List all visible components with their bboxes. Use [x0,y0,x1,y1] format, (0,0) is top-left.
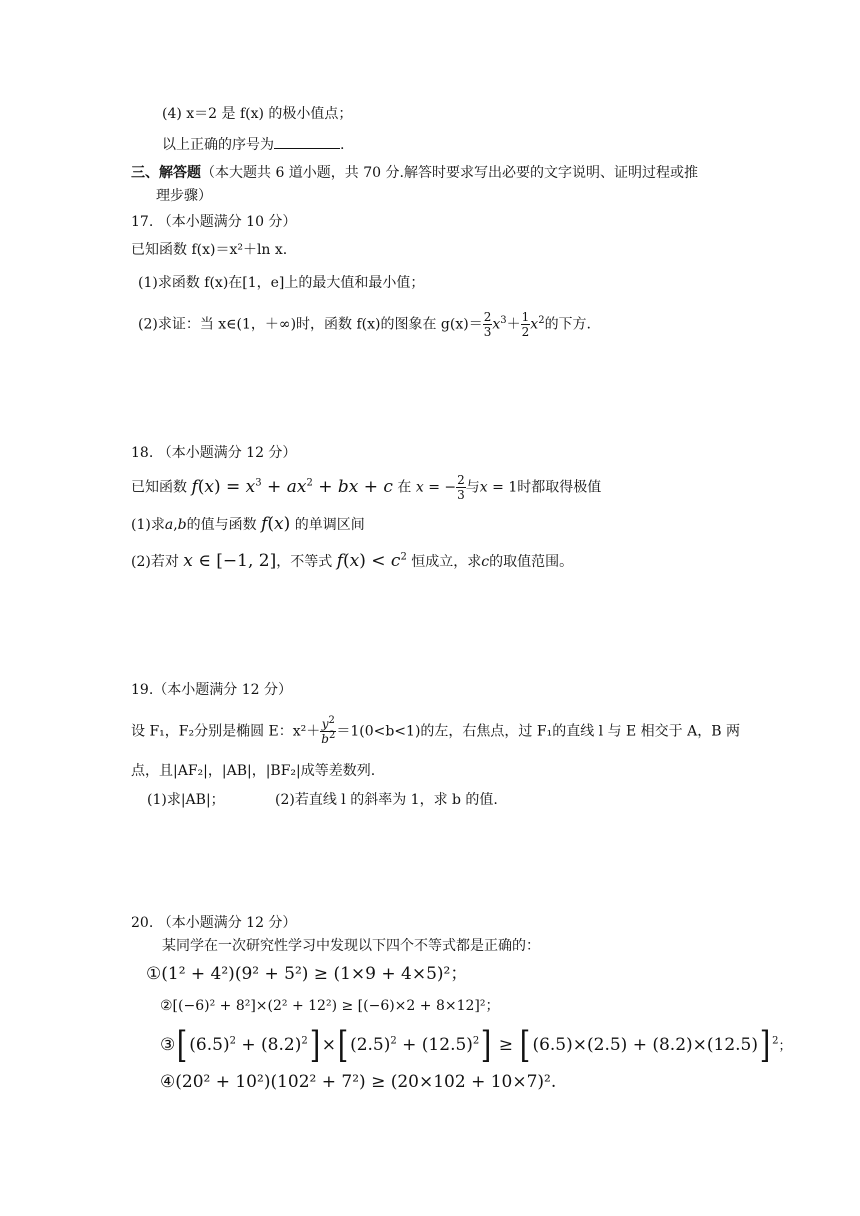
fraction-2-3: $\frac{2}{3}$ [483,310,492,339]
q17-part1: (1)求函数 f(x)在[1，e]上的最大值和最小值； [138,275,425,291]
answer-end: . [340,137,345,153]
q20-formula-3: ③[ $(6.5)^2 + (8.2)^2$] ×[ $(2.5)^2 + (12.5)^2$] ≥ [ (6.5)×(2.5) + (8.2)×(12.5)] $^2$； [160,1024,792,1066]
q18-part2-a: (2)若对 [131,554,179,570]
q18-part1-b: 的值与函数 [186,517,257,533]
q19-part2: (2)若直线 l 的斜率为 1，求 b 的值. [275,792,498,808]
q20-head: 20. （本小题满分 12 分） [131,915,297,931]
q20-formula-2: ②[(−6)² + 8²]×(2² + 12²) ≥ [(−6)×2 + 8×12]²； [160,998,500,1014]
q18-part2-c: 恒成立，求 [411,554,482,570]
q18-part1-a: (1)求 [131,517,165,533]
q18-head: 18. （本小题满分 12 分） [131,445,297,461]
q18-stem-b: 在 [397,479,412,496]
answer-prompt [162,134,344,155]
q19-stem2: 点，且|AF₂|，|AB|，|BF₂|成等差数列. [131,763,376,779]
q20-formula-4: ④(20² + 10²)(102² + 7²) ≥ (20×102 + 10×7)². [160,1072,557,1092]
section-title: 三、解答题 [131,165,201,181]
q17-part2-b: 的下方. [544,316,592,333]
fraction-1-2: $\frac{1}{2}$ [521,310,530,339]
q18-stem-d: 时都取得极值 [517,479,602,496]
q17-head: 17. （本小题满分 10 分） [131,214,297,230]
q19-head: 19.（本小题满分 12 分） [131,682,292,698]
q18-part2-d: 的取值范围。 [489,554,574,570]
q18-part1-c: 的单调区间 [294,517,365,533]
answer-prompt-text: 以上正确的序号为 [162,137,274,153]
q18-stem-c: 与 [465,479,480,496]
q19-stem-a: 设 F₁，F₂分别是椭圆 E：x²＋ [131,723,321,740]
q17-part2-a: (2)求证：当 x∈(1，＋∞)时，函数 f(x)的图象在 g(x)＝ [138,316,483,333]
section-header [131,163,698,183]
q18-stem-a: 已知函数 [131,479,187,496]
q20-stem: 某同学在一次研究性学习中发现以下四个不等式都是正确的： [162,938,540,954]
q19-stem-b: ＝1(0<b<1)的左，右焦点，过 F₁的直线 l 与 E 相交于 A，B 两 [336,723,740,740]
fraction-2-3-q18: $\frac{2}{3}$ [457,473,465,502]
q18-stem: 已知函数 $f(x) = x^3 + ax^2$ + bx + c 在 x = − $\frac{2}{3}$ 与x = 1时都取得极值 [131,473,602,502]
section-desc: （本大题共 6 道小题，共 70 分.解答时要求写出必要的文字说明、证明过程或推 [201,165,698,181]
q17-part2: (2)求证：当 x∈(1，＋∞)时，函数 f(x)的图象在 g(x)＝ $\frac{2}{3}$ $x^3+$ $\frac{1}{2}$ $x^2$的下方. [138,310,592,339]
fraction-y2-b2: $\frac{y^2}{b^2}$ [321,715,336,746]
q18-part2: (2)若对 x ∈ [−1, 2]，不等式 $f(x) < c^2$ 恒成立，求c的取值范围。 [131,551,574,571]
prev-item-4: (4) x＝2 是 f(x) 的极小值点； [162,106,353,122]
q19-part1: (1)求|AB|； [147,792,225,808]
q17-stem: 已知函数 f(x)＝x²＋ln x. [131,242,288,258]
section-desc-cont: 理步骤） [156,188,212,204]
q18-part1: (1)求a,b的值与函数 f(x) 的单调区间 [131,514,365,534]
q18-function: $f(x) = x^3 + ax^2$ + bx + c [191,476,393,497]
q20-formula-1: ①(1² + 4²)(9² + 5²) ≥ (1×9 + 4×5)²； [146,964,468,984]
q19-stem [131,717,740,746]
answer-blank[interactable] [274,134,340,149]
q18-part2-b: ，不等式 [276,554,333,570]
